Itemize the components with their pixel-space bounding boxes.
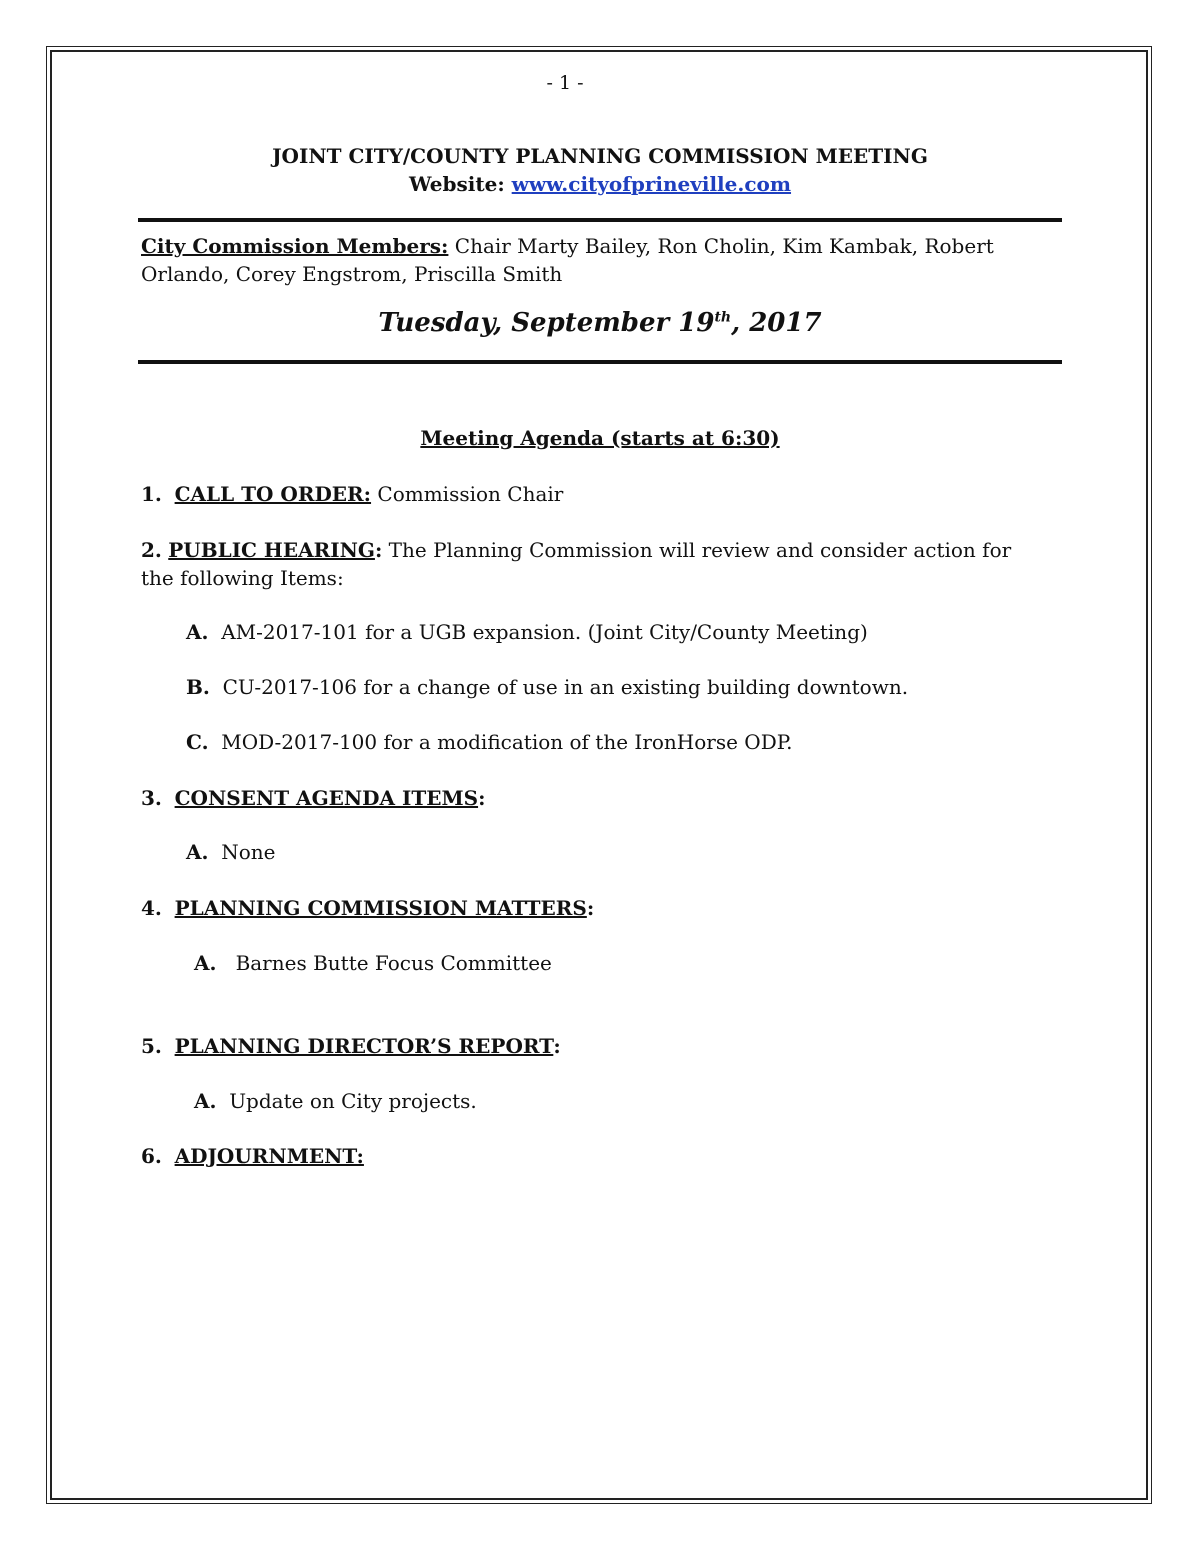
item-text: The Planning Commission will review and consider action for the following Items:: [141, 538, 1012, 590]
date-suffix: th: [714, 309, 732, 326]
item-colon: :: [586, 896, 595, 920]
item-text: MOD-2017-100 for a modification of the IronHorse ODP.: [221, 730, 793, 754]
agenda-heading: Meeting Agenda (starts at 6:30): [420, 426, 780, 450]
item-title: PLANNING COMMISSION MATTERS: [174, 896, 587, 920]
item-text: Commission Chair: [371, 482, 564, 506]
item-number: 5.: [141, 1034, 162, 1058]
item-number: 3.: [141, 786, 162, 810]
date-prefix: Tuesday, September 19: [378, 308, 715, 338]
item-colon: :: [478, 786, 486, 810]
agenda-item-2b: [186, 675, 908, 699]
item-title: CALL TO ORDER:: [174, 482, 372, 506]
members-label: City Commission Members:: [141, 234, 449, 258]
item-colon: :: [374, 538, 383, 562]
agenda-item-5: [141, 1034, 561, 1058]
website-label: Website:: [408, 172, 512, 196]
members-names: Chair Marty Bailey, Ron Cholin, Kim Kambak, Robert Orlando, Corey Engstrom, Priscilla Smith: [141, 234, 994, 286]
date-year: , 2017: [731, 308, 822, 338]
item-number: 1.: [141, 482, 162, 506]
item-text: AM-2017-101 for a UGB expansion. (Joint City/County Meeting): [221, 620, 868, 644]
item-letter: A.: [194, 951, 217, 975]
item-colon: :: [553, 1034, 561, 1058]
website-link[interactable]: www.cityofprineville.com: [511, 172, 792, 196]
agenda-item-2c: [186, 730, 793, 754]
item-number: 2.: [141, 538, 162, 562]
item-letter: C.: [186, 730, 209, 754]
commission-members: [141, 232, 1071, 288]
item-text: Barnes Butte Focus Committee: [235, 951, 552, 975]
website-line: [0, 172, 1200, 196]
agenda-item-2: [141, 536, 1041, 592]
agenda-item-4: [141, 896, 594, 920]
meeting-date: [0, 308, 1200, 338]
item-letter: B.: [186, 675, 210, 699]
item-title: PUBLIC HEARING: [168, 538, 375, 562]
item-letter: A.: [186, 620, 209, 644]
item-number: 4.: [141, 896, 162, 920]
bottom-divider: [138, 360, 1062, 364]
item-title: CONSENT AGENDA ITEMS: [174, 786, 479, 810]
item-text: CU-2017-106 for a change of use in an existing building downtown.: [222, 675, 909, 699]
agenda-item-2a: [186, 620, 868, 644]
item-text: Update on City projects.: [229, 1089, 477, 1113]
item-text: None: [221, 840, 276, 864]
agenda-item-1: [141, 482, 563, 506]
document-title: JOINT CITY/COUNTY PLANNING COMMISSION MEETING: [272, 144, 928, 168]
item-letter: A.: [194, 1089, 217, 1113]
item-number: 6.: [141, 1144, 162, 1168]
agenda-item-6: [141, 1144, 364, 1168]
agenda-item-4a: [194, 951, 552, 975]
item-title: ADJOURNMENT:: [174, 1144, 364, 1168]
top-divider: [138, 218, 1062, 222]
item-letter: A.: [186, 840, 209, 864]
agenda-item-5a: [194, 1089, 477, 1113]
page-number: - 1 -: [546, 72, 584, 94]
agenda-item-3: [141, 786, 485, 810]
item-title: PLANNING DIRECTOR’S REPORT: [174, 1034, 554, 1058]
agenda-item-3a: [186, 840, 275, 864]
